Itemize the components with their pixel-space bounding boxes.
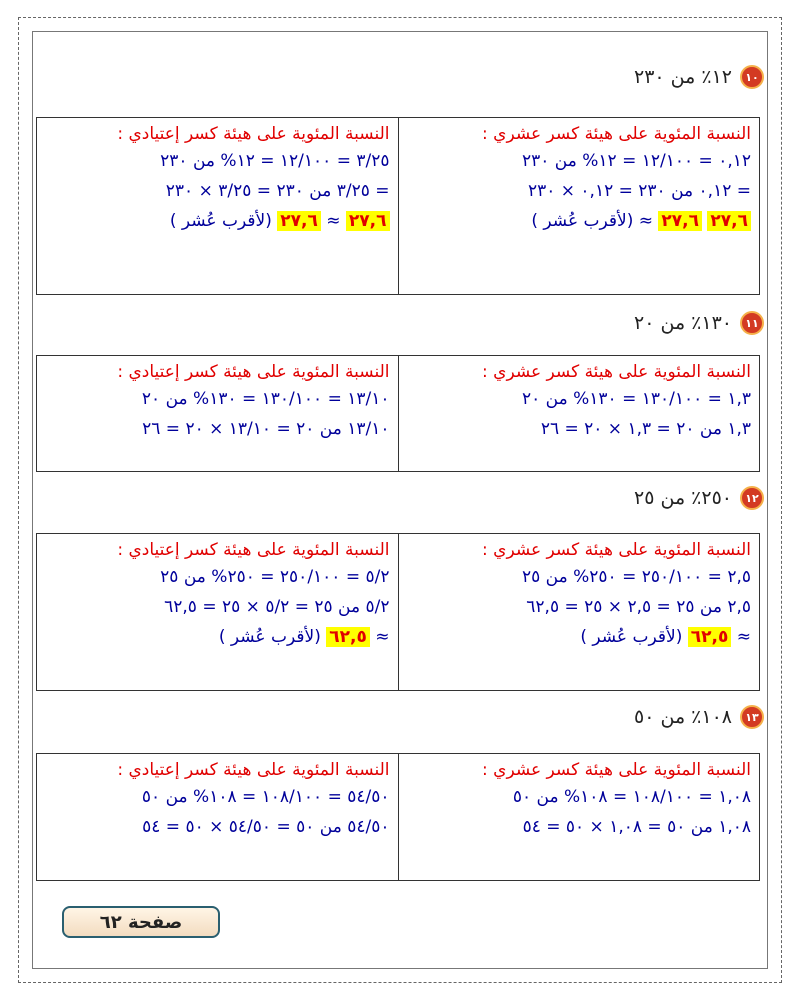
fraction-method xyxy=(37,754,398,880)
method-heading: النسبة المئوية على هيئة كسر عشري : xyxy=(482,540,751,560)
method-heading: النسبة المئوية على هيئة كسر عشري : xyxy=(482,124,751,144)
answer-highlight: ٢٧,٦ xyxy=(707,211,751,231)
step-line: ١,٠٨ = ١٠٨/١٠٠ = ١٠٨% من ٥٠ xyxy=(512,787,751,807)
method-heading: النسبة المئوية على هيئة كسر إعتيادي : xyxy=(117,540,390,560)
step-line: ١,٠٨ من ٥٠ = ١,٠٨ × ٥٠ = ٥٤ xyxy=(522,817,751,837)
page-number-button[interactable]: صفحة ٦٢ xyxy=(62,906,220,938)
problem-title: ١٣٠٪ من ٢٠ xyxy=(634,312,732,334)
method-heading: النسبة المئوية على هيئة كسر إعتيادي : xyxy=(117,362,390,382)
answer-highlight: ٦٢,٥ xyxy=(326,627,370,647)
step-line: ٠,١٢ من ٢٣٠ = ٠,١٢ × ٢٣٠ = xyxy=(527,181,751,201)
decimal-method xyxy=(398,356,760,471)
problem-header xyxy=(634,702,764,732)
step-line: ٢,٥ = ٢٥٠/١٠٠ = ٢٥٠% من ٢٥ xyxy=(522,567,751,587)
solution-box xyxy=(36,533,760,691)
answer-line: ( لأقرب عُشر) ٦٢,٥ ≈ xyxy=(218,627,390,647)
answer-line: ( لأقرب عُشر) ٦٢,٥ ≈ xyxy=(580,627,751,647)
problem-header xyxy=(634,62,764,92)
fraction-method xyxy=(37,534,398,690)
problem-number-badge: ١٢ xyxy=(740,486,764,510)
step-line: ١٣/١٠ من ٢٠ = ١٣/١٠ × ٢٠ = ٢٦ xyxy=(142,419,390,439)
problem-number-badge: ١٠ xyxy=(740,65,764,89)
step-line: ٥٤/٥٠ من ٥٠ = ٥٤/٥٠ × ٥٠ = ٥٤ xyxy=(142,817,390,837)
answer-line: ( لأقرب عُشر) ≈ ٢٧,٦ ٢٧,٦ xyxy=(407,206,752,236)
decimal-method xyxy=(398,118,760,294)
problem-title: ١٢٪ من ٢٣٠ xyxy=(634,66,732,88)
method-heading: النسبة المئوية على هيئة كسر عشري : xyxy=(482,760,751,780)
step-line: ١٣/١٠ = ١٣٠/١٠٠ = ١٣٠% من ٢٠ xyxy=(141,389,390,409)
solution-box xyxy=(36,117,760,295)
decimal-method xyxy=(398,754,760,880)
method-heading: النسبة المئوية على هيئة كسر إعتيادي : xyxy=(117,124,390,144)
fraction-method xyxy=(37,118,398,294)
step-line: ٣/٢٥ من ٢٣٠ = ٣/٢٥ × ٢٣٠ = xyxy=(165,181,390,201)
problem-header xyxy=(634,483,764,513)
answer-highlight: ٢٧,٦ xyxy=(658,211,702,231)
step-line: ٠,١٢ = ١٢/١٠٠ = ١٢% من ٢٣٠ xyxy=(522,151,751,171)
problem-number-badge: ١٣ xyxy=(740,705,764,729)
method-heading: النسبة المئوية على هيئة كسر إعتيادي : xyxy=(117,760,390,780)
answer-highlight: ٢٧,٦ xyxy=(277,211,321,231)
solution-box xyxy=(36,355,760,472)
step-line: ٣/٢٥ = ١٢/١٠٠ = ١٢% من ٢٣٠ xyxy=(160,151,390,171)
method-heading: النسبة المئوية على هيئة كسر عشري : xyxy=(482,362,751,382)
decimal-method xyxy=(398,534,760,690)
answer-highlight: ٢٧,٦ xyxy=(346,211,390,231)
problem-title: ١٠٨٪ من ٥٠ xyxy=(634,706,732,728)
problem-header xyxy=(634,308,764,338)
fraction-method xyxy=(37,356,398,471)
step-line: ١,٣ = ١٣٠/١٠٠ = ١٣٠% من ٢٠ xyxy=(522,389,751,409)
answer-highlight: ٦٢,٥ xyxy=(688,627,732,647)
step-line: ١,٣ من ٢٠ = ١,٣ × ٢٠ = ٢٦ xyxy=(540,419,751,439)
solution-box xyxy=(36,753,760,881)
problem-title: ٢٥٠٪ من ٢٥ xyxy=(634,487,732,509)
answer-line: ( لأقرب عُشر) ٢٧,٦ ≈ ٢٧,٦ xyxy=(45,206,390,236)
step-line: ٥/٢ من ٢٥ = ٥/٢ × ٢٥ = ٦٢,٥ xyxy=(164,597,390,617)
step-line: ٥/٢ = ٢٥٠/١٠٠ = ٢٥٠% من ٢٥ xyxy=(160,567,390,587)
step-line: ٢,٥ من ٢٥ = ٢,٥ × ٢٥ = ٦٢,٥ xyxy=(526,597,751,617)
problem-number-badge: ١١ xyxy=(740,311,764,335)
step-line: ٥٤/٥٠ = ١٠٨/١٠٠ = ١٠٨% من ٥٠ xyxy=(141,787,390,807)
